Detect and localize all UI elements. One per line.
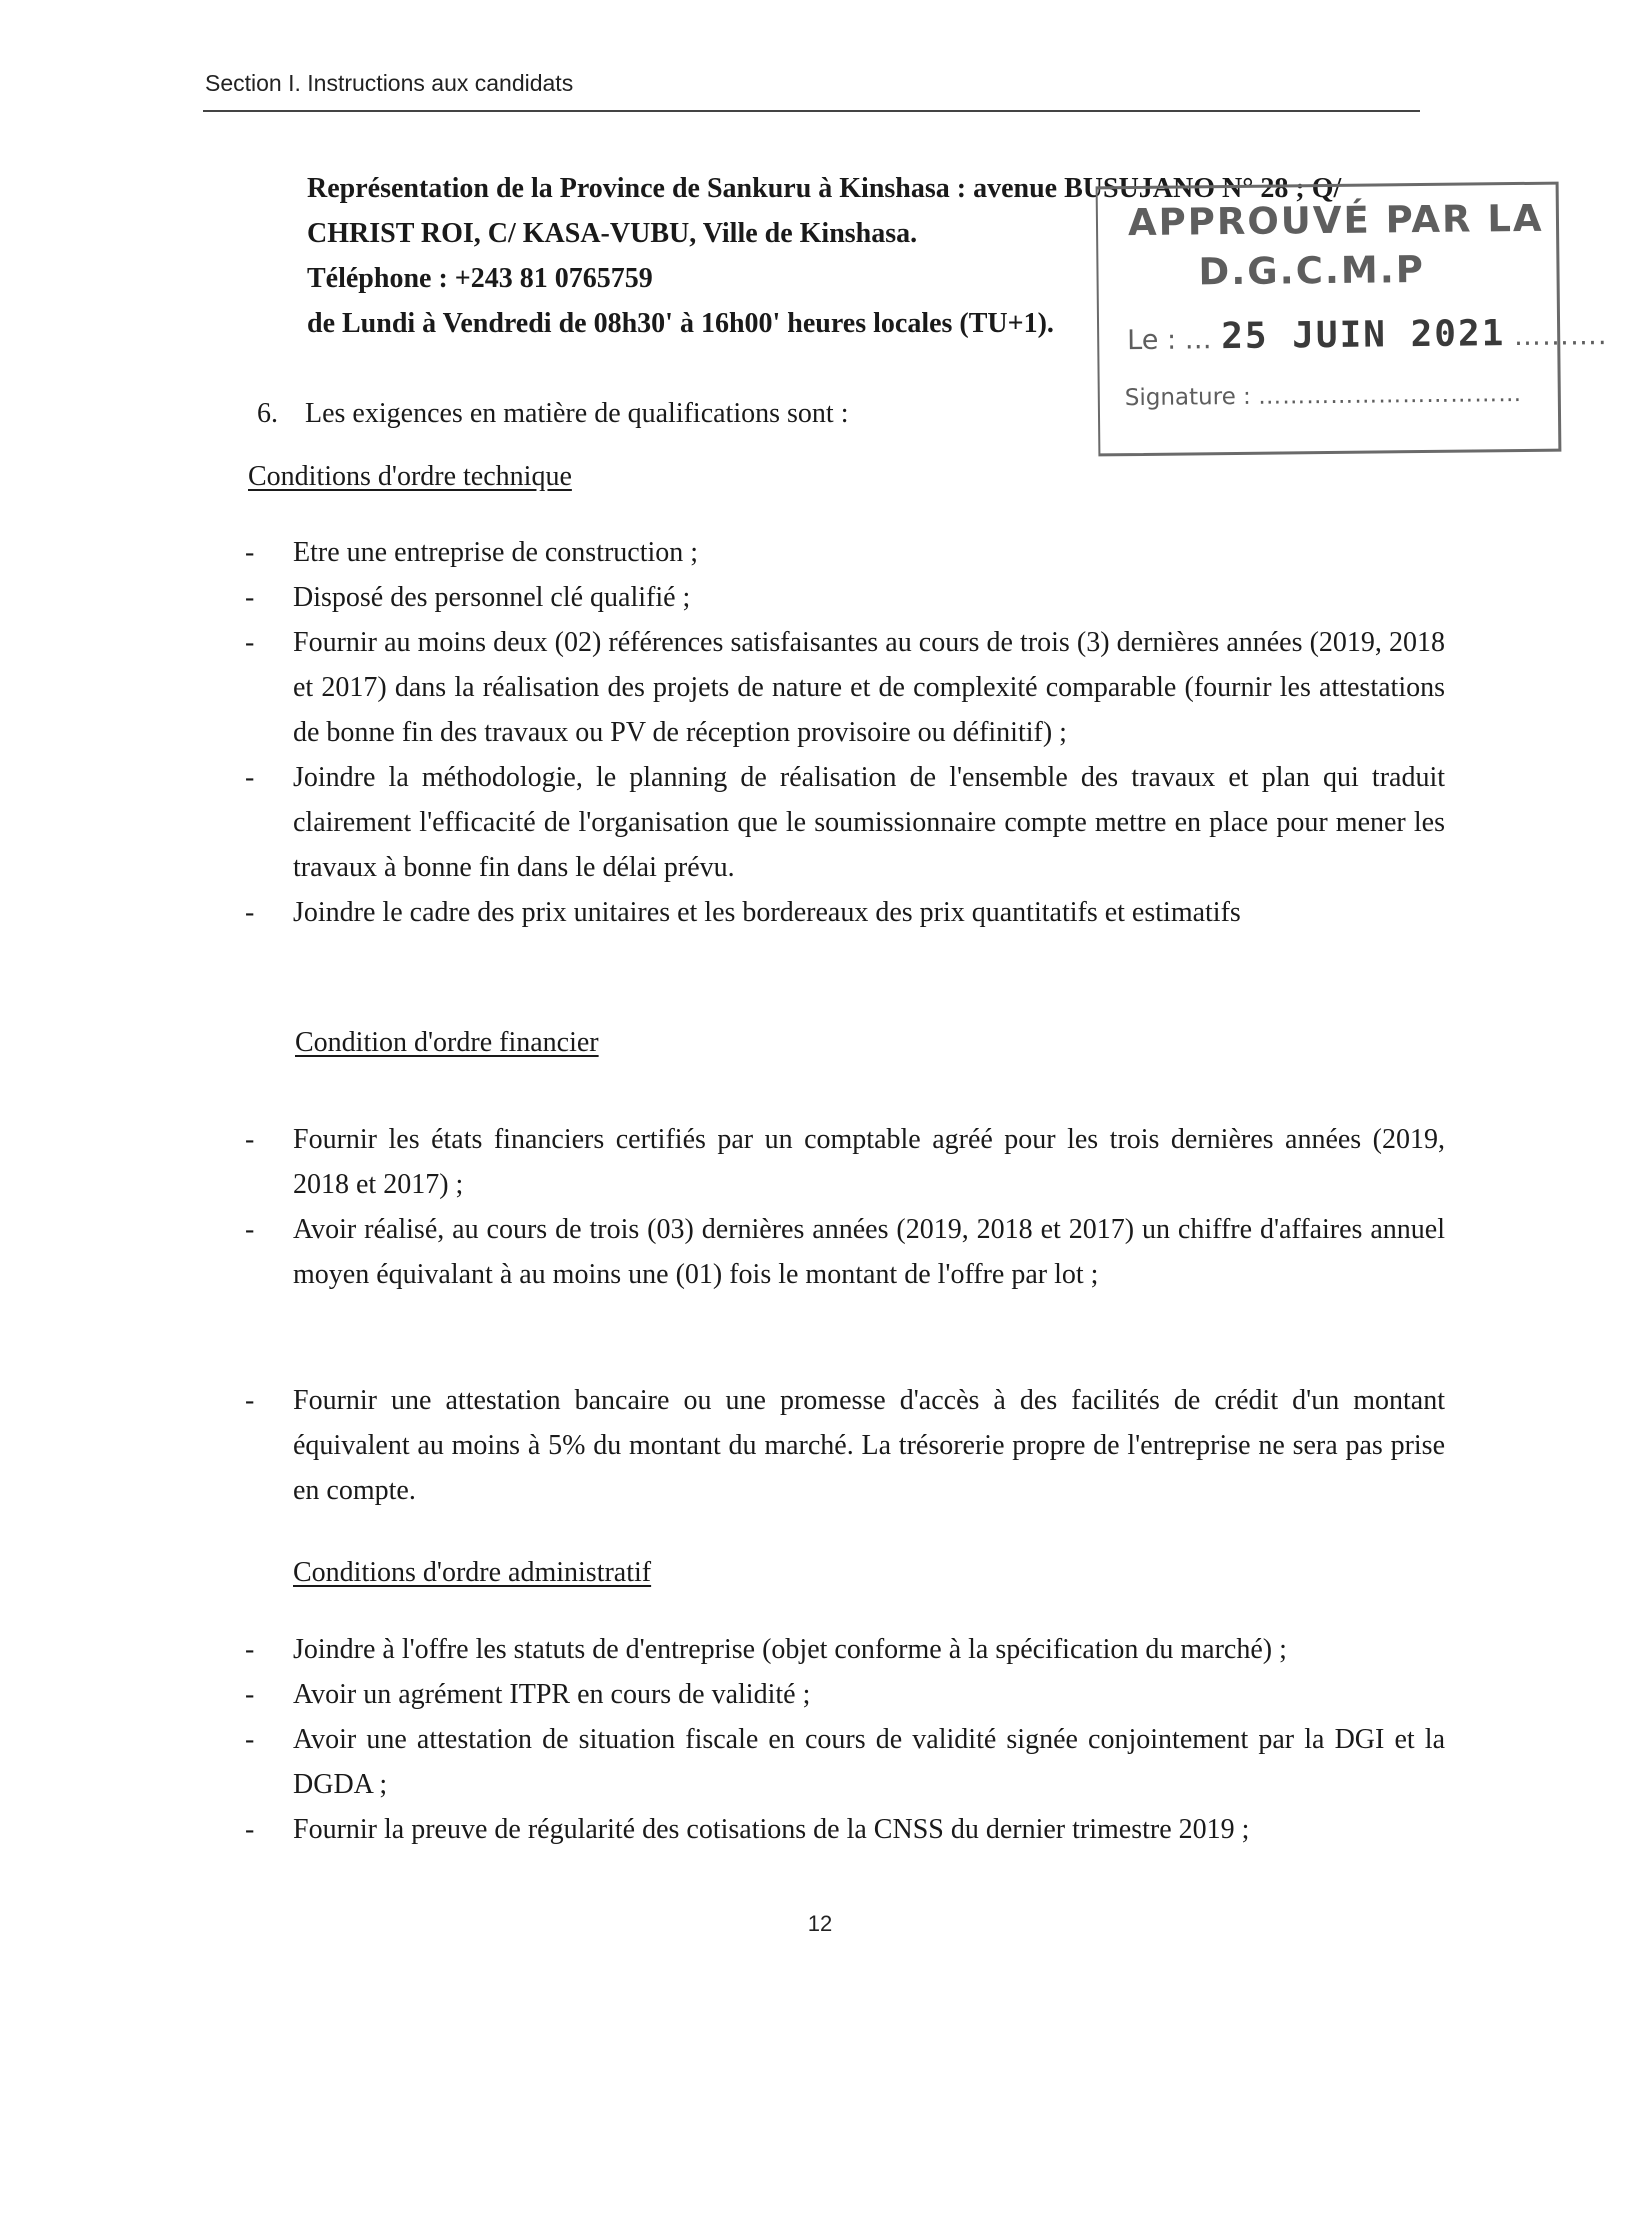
list-item: - Avoir réalisé, au cours de trois (03) dernières années (2019, 2018 et 2017) un chiffre d'affaires annuel moyen équivalant à au moins une (01) fois le montant de l'offre par lot ; [245, 1214, 1445, 1290]
list-item: - Fournir au moins deux (02) références satisfaisantes au cours de trois (3) dernières années (2019, 2018 et 2017) dans la réalisation des projets de nature et de complexité comparable (fournir les attestations de bonne fin des travaux ou PV de réception provisoire ou définitif) ; [245, 627, 1445, 748]
list-item: - Avoir une attestation de situation fiscale en cours de validité signée conjointement par la DGI et la DGDA ; [245, 1724, 1445, 1800]
stamp-agency: D.G.C.M.P [1198, 247, 1426, 294]
stamp-date-label: Le : [1127, 324, 1177, 357]
technical-conditions-list [245, 530, 1445, 935]
list-item: - Joindre à l'offre les statuts de d'entreprise (objet conforme à la spécification du marché) ; [245, 1634, 1287, 1665]
list-item: - Avoir un agrément ITPR en cours de validité ; [245, 1679, 811, 1710]
financial-conditions-list [245, 1117, 1445, 1297]
financial-conditions-list-continued [245, 1378, 1445, 1513]
header-divider [203, 110, 1420, 112]
list-item: - Etre une entreprise de construction ; [245, 537, 699, 568]
financial-heading: Condition d'ordre financier [295, 1027, 599, 1058]
address-line-2: CHRIST ROI, C/ KASA-VUBU, Ville de Kinshasa. [307, 218, 918, 249]
approval-stamp [1096, 182, 1608, 457]
administrative-conditions-list [245, 1627, 1445, 1852]
section-number: 6. [257, 398, 278, 429]
running-header: Section I. Instructions aux candidats [205, 70, 574, 96]
list-item: - Disposé des personnel clé qualifié ; [245, 582, 691, 613]
list-item: - Fournir la preuve de régularité des cotisations de la CNSS du dernier trimestre 2019 ; [245, 1814, 1250, 1845]
list-item: - Joindre la méthodologie, le planning de réalisation de l'ensemble des travaux et plan qui traduit clairement l'efficacité de l'organisation que le soumissionnaire compte mettre en place pour mener les travaux à bonne fin dans le délai prévu. [245, 762, 1445, 883]
stamp-date-row: Le : … 25 JUIN 2021 ………. [1127, 313, 1608, 358]
address-line-1: Représentation de la Province de Sankuru à Kinshasa : avenue BUSUJANO N° 28 ; Q/ [307, 173, 1342, 204]
qualifications-intro [257, 391, 848, 436]
address-line-3: Téléphone : +243 81 0765759 [307, 263, 653, 294]
list-item: - Fournir une attestation bancaire ou une promesse d'accès à des facilités de crédit d'un montant équivalent au moins à 5% du montant du marché. La trésorerie propre de l'entreprise ne sera pas prise en compte. [245, 1385, 1445, 1506]
stamp-signature-label: Signature : [1124, 383, 1251, 412]
list-item: - Fournir les états financiers certifiés par un comptable agréé pour les trois dernières années (2019, 2018 et 2017) ; [245, 1124, 1445, 1200]
stamp-date-value: 25 JUIN 2021 [1221, 313, 1506, 358]
address-line-4: de Lundi à Vendredi de 08h30' à 16h00' heures locales (TU+1). [307, 308, 1054, 339]
list-item: - Joindre le cadre des prix unitaires et les bordereaux des prix quantitatifs et estimatifs [245, 897, 1241, 928]
stamp-title: APPROUVÉ PAR LA [1127, 196, 1544, 245]
stamp-signature-row: Signature : …………………………… [1124, 380, 1523, 412]
administrative-heading: Conditions d'ordre administratif [293, 1557, 652, 1588]
technical-heading: Conditions d'ordre technique [248, 461, 572, 492]
qualifications-intro-text: Les exigences en matière de qualifications sont : [305, 398, 849, 429]
page-number: 12 [807, 1911, 833, 1936]
